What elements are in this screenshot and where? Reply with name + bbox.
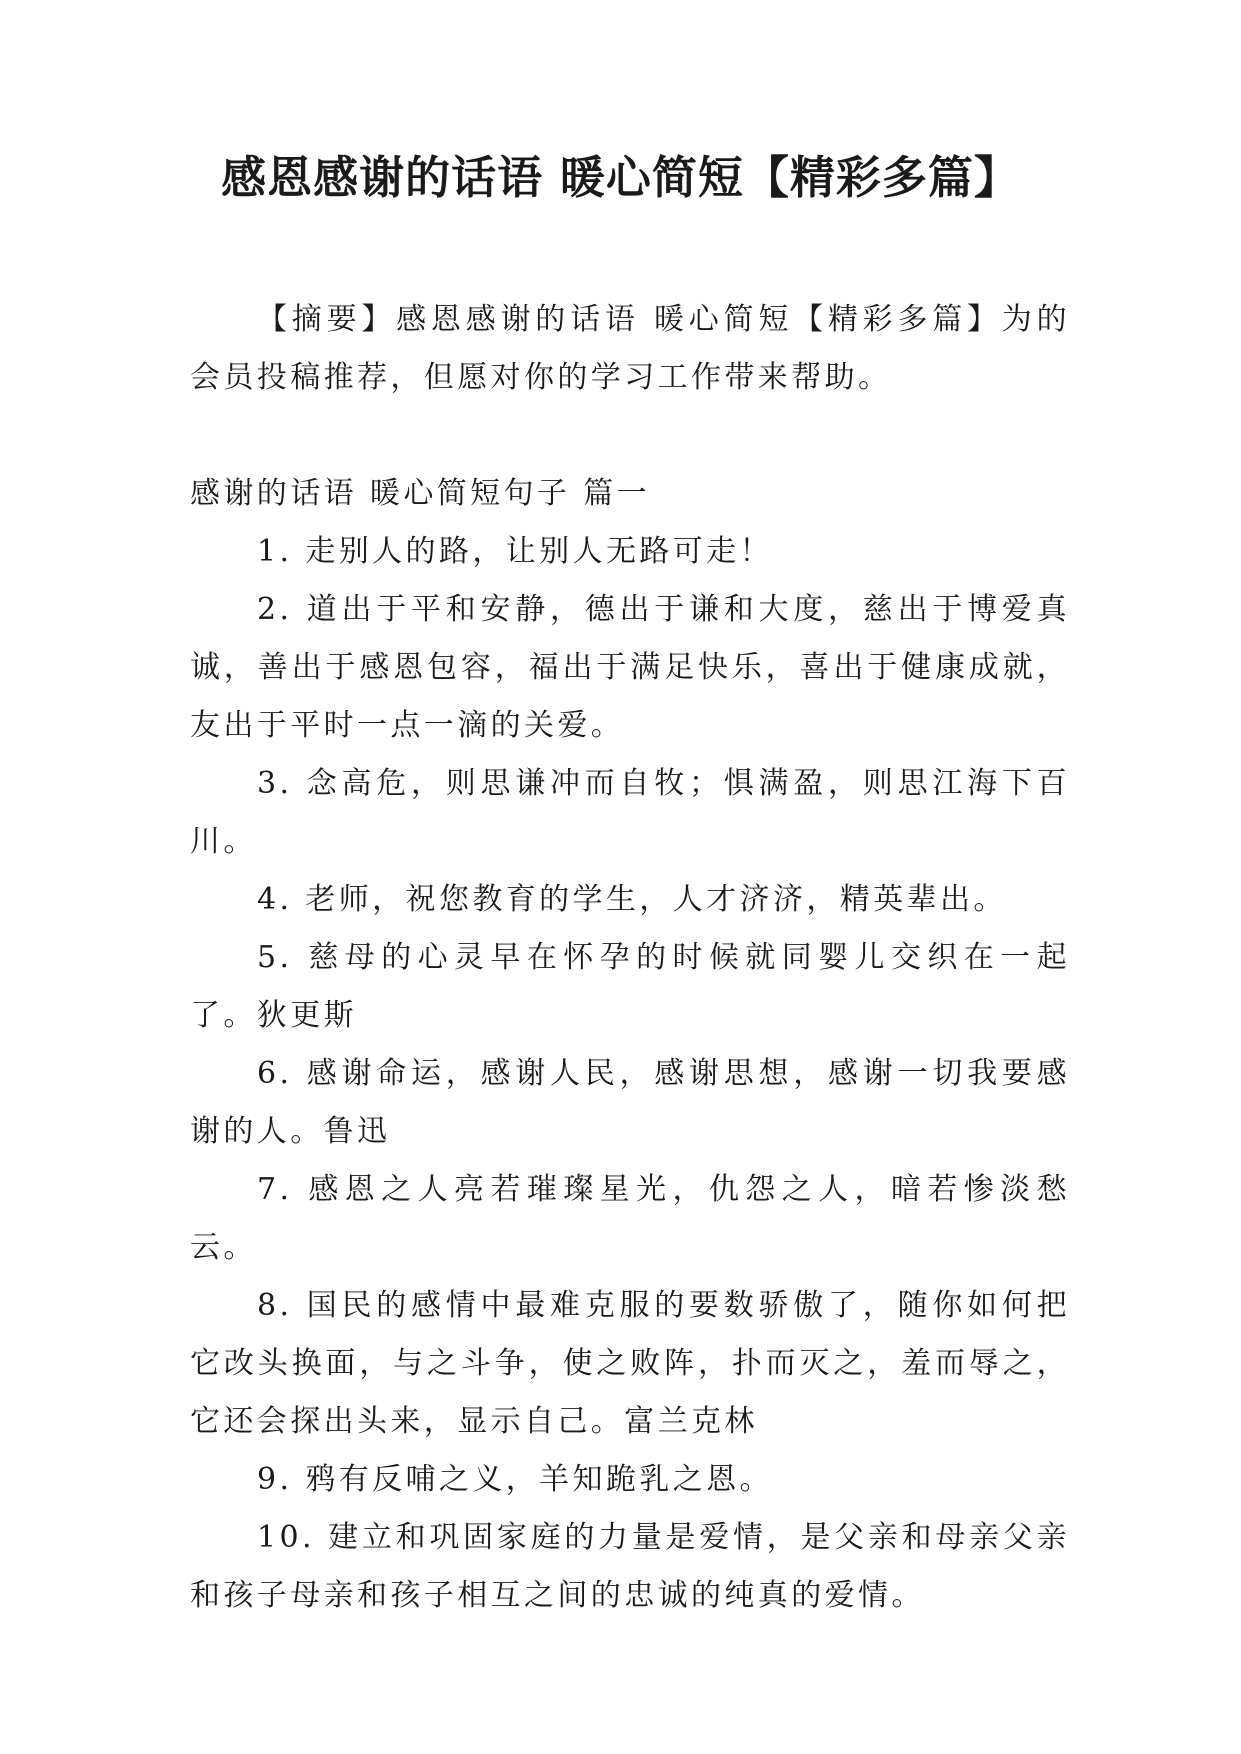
section-heading: 感谢的话语 暖心简短句子 篇一 (190, 476, 651, 511)
list-item: 4. 老师，祝您教育的学生，人才济济，精英辈出。 (257, 882, 1007, 917)
list-item: 3. 念高危，则思谦冲而自牧；惧满盈，则思江海下百川。 (190, 766, 1070, 859)
list-item: 1. 走别人的路，让别人无路可走！ (257, 534, 773, 569)
list-item: 9. 鸦有反哺之义，羊知跪乳之恩。 (257, 1462, 773, 1497)
list-item: 5. 慈母的心灵早在怀孕的时候就同婴儿交织在一起了。狄更斯 (190, 940, 1070, 1033)
document-body (190, 291, 1070, 1625)
document-title: 感恩感谢的话语 暖心简短【精彩多篇】 (221, 151, 1020, 204)
abstract-paragraph: 【摘要】感恩感谢的话语 暖心简短【精彩多篇】为的会员投稿推荐，但愿对你的学习工作带来帮助。 (190, 302, 1070, 395)
list-item: 10. 建立和巩固家庭的力量是爱情，是父亲和母亲父亲和孩子母亲和孩子相互之间的忠诚的纯真的爱情。 (190, 1520, 1070, 1613)
list-item: 8. 国民的感情中最难克服的要数骄傲了，随你如何把它改头换面，与之斗争，使之败阵，扑而灭之，羞而辱之，它还会探出头来，显示自己。富兰克林 (190, 1288, 1070, 1439)
list-item: 7. 感恩之人亮若璀璨星光，仇怨之人，暗若惨淡愁云。 (190, 1172, 1070, 1265)
list-item: 6. 感谢命运，感谢人民，感谢思想，感谢一切我要感谢的人。鲁迅 (190, 1056, 1070, 1149)
list-item: 2. 道出于平和安静，德出于谦和大度，慈出于博爱真诚，善出于感恩包容，福出于满足快乐，喜出于健康成就，友出于平时一点一滴的关爱。 (190, 592, 1070, 743)
